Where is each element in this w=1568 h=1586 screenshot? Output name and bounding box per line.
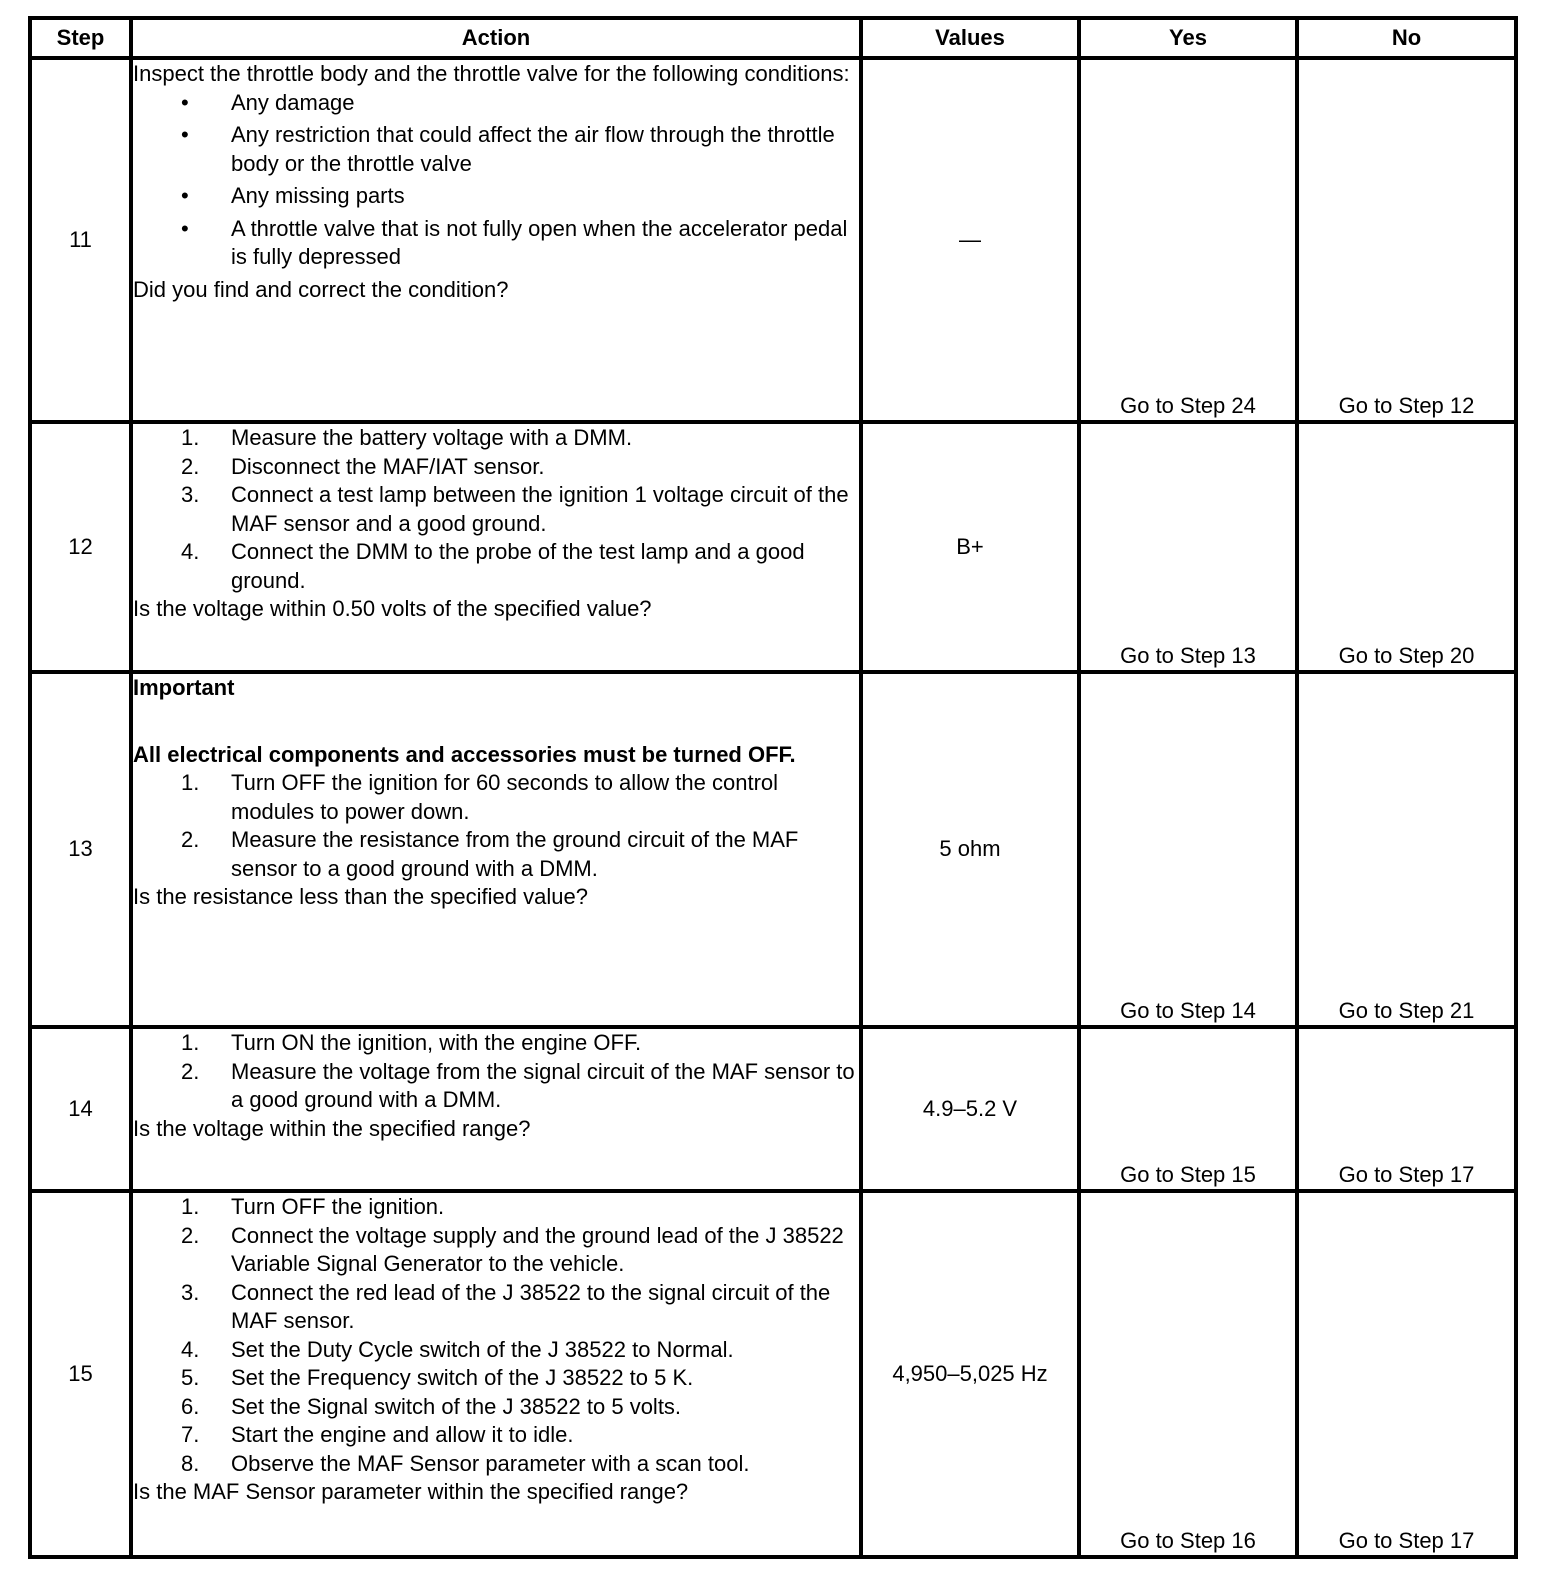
list-item bbox=[133, 769, 859, 826]
list-item bbox=[133, 1029, 859, 1058]
bullet-icon: • bbox=[181, 183, 189, 208]
action-cell bbox=[131, 672, 861, 1027]
list-item-text: Any missing parts bbox=[231, 183, 405, 208]
table-row-step-14 bbox=[30, 1027, 1516, 1191]
action-cell bbox=[131, 1027, 861, 1191]
table-row-step-11 bbox=[30, 58, 1516, 422]
bullet-icon: • bbox=[181, 122, 189, 147]
procedure-list bbox=[133, 769, 859, 883]
list-item bbox=[133, 215, 859, 272]
list-item bbox=[133, 424, 859, 453]
no-link: Go to Step 17 bbox=[1297, 1027, 1516, 1191]
header-yes: Yes bbox=[1079, 18, 1297, 58]
item-number: 6. bbox=[181, 1393, 200, 1419]
action-question: Is the voltage within the specified range? bbox=[133, 1115, 531, 1141]
list-item-text: Any damage bbox=[231, 89, 355, 115]
step-number: 14 bbox=[30, 1027, 131, 1191]
header-action: Action bbox=[131, 18, 861, 58]
value-cell: B+ bbox=[861, 422, 1079, 672]
item-number: 2. bbox=[181, 827, 200, 852]
list-item-text: Turn ON the ignition, with the engine OFF. bbox=[231, 1030, 642, 1055]
item-number: 4. bbox=[181, 1336, 200, 1362]
header-no: No bbox=[1297, 18, 1516, 58]
list-item-text: Measure the voltage from the signal circuit of the MAF sensor to a good ground with a DMM. bbox=[231, 1058, 855, 1112]
list-item-text: Measure the battery voltage with a DMM. bbox=[231, 425, 633, 450]
list-item bbox=[133, 89, 859, 118]
item-number: 2. bbox=[181, 1058, 200, 1084]
yes-link: Go to Step 24 bbox=[1079, 58, 1297, 422]
list-item bbox=[133, 1393, 859, 1422]
header-row bbox=[30, 18, 1516, 58]
list-item bbox=[133, 1193, 859, 1222]
item-number: 1. bbox=[181, 425, 200, 450]
yes-link: Go to Step 13 bbox=[1079, 422, 1297, 672]
action-question: Is the MAF Sensor parameter within the specified range? bbox=[133, 1479, 689, 1504]
list-item-text: Connect a test lamp between the ignition 1 voltage circuit of the MAF sensor and a good ground. bbox=[231, 482, 849, 536]
list-item-text: Turn OFF the ignition. bbox=[231, 1194, 445, 1219]
list-item bbox=[133, 538, 859, 595]
header-values: Values bbox=[861, 18, 1079, 58]
no-link: Go to Step 20 bbox=[1297, 422, 1516, 672]
no-link: Go to Step 17 bbox=[1297, 1191, 1516, 1557]
list-item bbox=[133, 826, 859, 883]
list-item bbox=[133, 1222, 859, 1279]
yes-link: Go to Step 16 bbox=[1079, 1191, 1297, 1557]
list-item bbox=[133, 182, 859, 211]
step-number: 15 bbox=[30, 1191, 131, 1557]
table-row-step-13 bbox=[30, 672, 1516, 1027]
no-link: Go to Step 21 bbox=[1297, 672, 1516, 1027]
list-item bbox=[133, 453, 859, 482]
procedure-list bbox=[133, 1029, 859, 1115]
bullet-icon: • bbox=[181, 89, 189, 115]
yes-link: Go to Step 14 bbox=[1079, 672, 1297, 1027]
item-number: 3. bbox=[181, 1279, 200, 1305]
item-number: 4. bbox=[181, 539, 200, 564]
list-item bbox=[133, 1336, 859, 1365]
list-item-text: Set the Duty Cycle switch of the J 38522 to Normal. bbox=[231, 1336, 734, 1362]
action-question: Did you find and correct the condition? bbox=[133, 276, 509, 302]
item-number: 2. bbox=[181, 453, 200, 479]
list-item-text: Connect the DMM to the probe of the test lamp and a good ground. bbox=[231, 539, 805, 593]
item-number: 1. bbox=[181, 770, 200, 795]
item-number: 2. bbox=[181, 1222, 200, 1248]
list-item-text: Connect the red lead of the J 38522 to the signal circuit of the MAF sensor. bbox=[231, 1279, 831, 1333]
action-cell bbox=[131, 422, 861, 672]
item-number: 3. bbox=[181, 482, 200, 507]
item-number: 1. bbox=[181, 1030, 200, 1055]
value-cell: — bbox=[861, 58, 1079, 422]
important-heading: Important bbox=[133, 675, 235, 700]
table-row-step-15 bbox=[30, 1191, 1516, 1557]
item-number: 8. bbox=[181, 1450, 200, 1476]
list-item-text: Disconnect the MAF/IAT sensor. bbox=[231, 453, 545, 479]
list-item-text: Any restriction that could affect the air flow through the throttle body or the throttle valve bbox=[231, 122, 835, 176]
value-cell: 4,950–5,025 Hz bbox=[861, 1191, 1079, 1557]
list-item bbox=[133, 1421, 859, 1450]
list-item bbox=[133, 121, 859, 178]
diagnostic-table bbox=[28, 16, 1518, 1559]
bullet-icon: • bbox=[181, 215, 189, 241]
procedure-list bbox=[133, 1193, 859, 1478]
list-item-text: Start the engine and allow it to idle. bbox=[231, 1422, 574, 1447]
step-number: 13 bbox=[30, 672, 131, 1027]
action-question: Is the resistance less than the specified value? bbox=[133, 884, 588, 909]
value-cell: 5 ohm bbox=[861, 672, 1079, 1027]
item-number: 1. bbox=[181, 1194, 200, 1219]
list-item-text: Connect the voltage supply and the ground lead of the J 38522 Variable Signal Generator to the vehicle. bbox=[231, 1222, 844, 1276]
action-cell bbox=[131, 1191, 861, 1557]
procedure-list bbox=[133, 424, 859, 595]
yes-link: Go to Step 15 bbox=[1079, 1027, 1297, 1191]
list-item-text: Turn OFF the ignition for 60 seconds to allow the control modules to power down. bbox=[231, 770, 779, 824]
list-item bbox=[133, 481, 859, 538]
action-intro: Inspect the throttle body and the throttle valve for the following conditions: bbox=[133, 61, 850, 86]
condition-list bbox=[133, 89, 859, 272]
action-question: Is the voltage within 0.50 volts of the specified value? bbox=[133, 596, 652, 621]
value-cell: 4.9–5.2 V bbox=[861, 1027, 1079, 1191]
list-item bbox=[133, 1364, 859, 1393]
list-item bbox=[133, 1450, 859, 1479]
table-row-step-12 bbox=[30, 422, 1516, 672]
list-item-text: Set the Frequency switch of the J 38522 to 5 K. bbox=[231, 1365, 694, 1390]
list-item-text: Observe the MAF Sensor parameter with a scan tool. bbox=[231, 1450, 750, 1476]
item-number: 7. bbox=[181, 1422, 200, 1447]
header-step: Step bbox=[30, 18, 131, 58]
action-cell bbox=[131, 58, 861, 422]
item-number: 5. bbox=[181, 1365, 200, 1390]
list-item bbox=[133, 1058, 859, 1115]
step-number: 11 bbox=[30, 58, 131, 422]
important-notice: All electrical components and accessories must be turned OFF. bbox=[133, 741, 796, 767]
list-item-text: Set the Signal switch of the J 38522 to 5 volts. bbox=[231, 1393, 682, 1419]
list-item-text: Measure the resistance from the ground circuit of the MAF sensor to a good ground with a DMM. bbox=[231, 827, 799, 881]
list-item bbox=[133, 1279, 859, 1336]
list-item-text: A throttle valve that is not fully open when the accelerator pedal is fully depressed bbox=[231, 215, 848, 269]
no-link: Go to Step 12 bbox=[1297, 58, 1516, 422]
step-number: 12 bbox=[30, 422, 131, 672]
